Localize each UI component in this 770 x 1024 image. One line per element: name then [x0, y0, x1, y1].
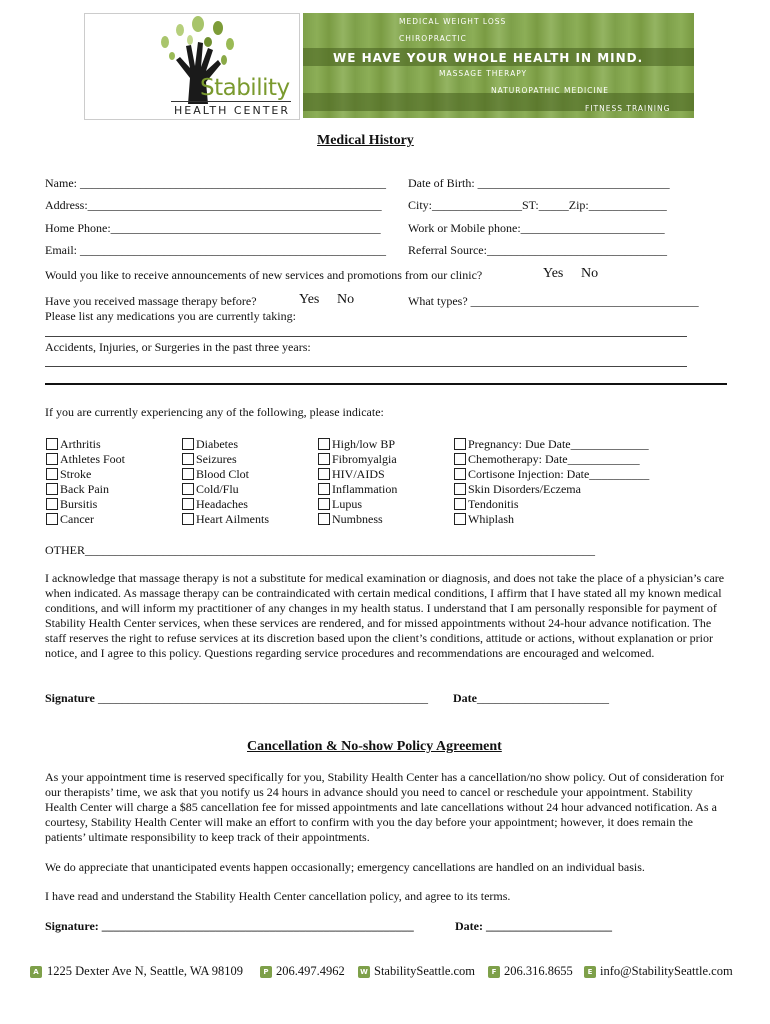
condition-checkbox[interactable] — [454, 498, 466, 510]
condition-label: Chemotherapy: Date____________ — [468, 452, 640, 466]
condition-checkbox[interactable] — [454, 468, 466, 480]
massage-no-option[interactable]: No — [337, 292, 355, 307]
banner-item: NATUROPATHIC MEDICINE — [491, 86, 609, 95]
phone-icon: P — [260, 966, 272, 978]
condition-label: Lupus — [332, 497, 362, 511]
date-label: Date — [453, 691, 477, 705]
accidents-label: Accidents, Injuries, or Surgeries in the past three years: — [45, 340, 311, 354]
city-state-zip-field[interactable]: City:_______________ST:_____Zip:_____________ — [408, 198, 667, 212]
cancellation-paragraph-2: We do appreciate that unanticipated events happen occasionally; emergency cancellations are handled on an individual basis. — [45, 860, 645, 874]
condition-checkbox[interactable] — [318, 483, 330, 495]
acknowledgement-paragraph: I acknowledge that massage therapy is not a substitute for medical examination or diagnosis, and does not take the place of a physician’s care when indicated. As massage therapy can be contraindicated with certain medical conditions, I affirm that I have stated all my known medical conditions, and will inform my practitioner of any changes in my health status. I understand that I am personally responsible for payment of Stability Health Center services, when these services are rendered, and for missed appointments without 24-hour advance notification. The staff reserves the right to refuse services at its discretion based upon the client’s conditions, attitude or actions, without explanation or prior notice, and I agree to this policy. Questions regarding service procedures and recommendations are encouraged and welcomed. — [45, 571, 725, 660]
banner-item: MASSAGE THERAPY — [439, 69, 528, 78]
dob-field[interactable]: Date of Birth: ________________________________ — [408, 176, 670, 190]
condition-label: Cancer — [60, 512, 94, 526]
announce-no-option[interactable]: No — [581, 266, 599, 281]
condition-label: Arthritis — [60, 437, 101, 451]
condition-checkbox[interactable] — [318, 438, 330, 450]
condition-label: Heart Ailments — [196, 512, 269, 526]
fax-icon: F — [488, 966, 500, 978]
condition-checkbox[interactable] — [182, 498, 194, 510]
condition-label: Pregnancy: Due Date_____________ — [468, 437, 649, 451]
date-line[interactable]: ______________________ — [477, 691, 609, 705]
footer-email[interactable]: info@StabilitySeattle.com — [600, 964, 733, 978]
condition-label: Blood Clot — [196, 467, 250, 481]
signature-line[interactable]: _______________________________________________________ — [98, 691, 428, 705]
announcements-question: Would you like to receive announcements of new services and promotions from our clinic? — [45, 268, 483, 282]
condition-checkbox[interactable] — [318, 468, 330, 480]
condition-label: Inflammation — [332, 482, 398, 496]
condition-checkbox[interactable] — [454, 438, 466, 450]
footer-fax: 206.316.8655 — [504, 964, 573, 978]
condition-label: Back Pain — [60, 482, 109, 496]
condition-label: Skin Disorders/Eczema — [468, 482, 581, 496]
banner-item: MEDICAL WEIGHT LOSS — [399, 17, 507, 26]
condition-checkbox[interactable] — [46, 468, 58, 480]
condition-label: Cold/Flu — [196, 482, 239, 496]
cancellation-title: Cancellation & No-show Policy Agreement — [247, 739, 502, 754]
condition-label: Seizures — [196, 452, 237, 466]
what-types-field[interactable]: What types? ______________________________________ — [408, 294, 699, 308]
condition-checkbox[interactable] — [182, 468, 194, 480]
massage-yes-option[interactable]: Yes — [299, 292, 320, 307]
condition-checkbox[interactable] — [46, 498, 58, 510]
signature-field-2[interactable]: Signature: ____________________________________________________ — [45, 919, 414, 933]
condition-label: High/low BP — [332, 437, 396, 451]
cancellation-paragraph: As your appointment time is reserved specifically for you, Stability Health Center has a cancellation/no show policy. Out of consideration for our therapists’ time, we ask that you notify us 24 hours in advance should you need to cancel or reschedule your appointment. Stability Health Center will charge a $85 cancellation fee for missed appointments and late cancellations without 24 hour advanced notification. As a courtesy, Stability Health Center will make an effort to confirm with you the day before your appointment; however, it does remain the patients’ ultimate responsibility to keep track of their appointments. — [45, 770, 725, 844]
address-field[interactable]: Address:_________________________________________________ — [45, 198, 382, 212]
page-title: Medical History — [317, 133, 414, 148]
footer-address: 1225 Dexter Ave N, Seattle, WA 98109 — [47, 964, 244, 978]
condition-checkbox[interactable] — [318, 513, 330, 525]
referral-field[interactable]: Referral Source:______________________________ — [408, 243, 667, 257]
condition-label: Fibromyalgia — [332, 452, 397, 466]
condition-label: Athletes Foot — [60, 452, 125, 466]
condition-checkbox[interactable] — [454, 513, 466, 525]
condition-checkbox[interactable] — [182, 513, 194, 525]
conditions-intro: If you are currently experiencing any of the following, please indicate: — [45, 405, 384, 419]
condition-checkbox[interactable] — [46, 453, 58, 465]
date-field-2[interactable]: Date: _____________________ — [455, 919, 612, 933]
condition-checkbox[interactable] — [318, 453, 330, 465]
condition-checkbox[interactable] — [46, 483, 58, 495]
condition-checkbox[interactable] — [318, 498, 330, 510]
signature-label: Signature — [45, 691, 95, 705]
condition-label: Numbness — [332, 512, 383, 526]
massage-question: Have you received massage therapy before? — [45, 294, 257, 308]
other-field[interactable]: OTHER_____________________________________________________________________________________ — [45, 543, 595, 557]
condition-checkbox[interactable] — [182, 453, 194, 465]
footer-phone: 206.497.4962 — [276, 964, 345, 978]
condition-checkbox[interactable] — [182, 438, 194, 450]
banner-item: CHIROPRACTIC — [399, 34, 467, 43]
condition-checkbox[interactable] — [182, 483, 194, 495]
logo-divider — [171, 101, 291, 102]
email-icon: E — [584, 966, 596, 978]
condition-label: Tendonitis — [468, 497, 519, 511]
section-divider — [45, 383, 727, 385]
condition-label: Whiplash — [468, 512, 514, 526]
condition-label: HIV/AIDS — [332, 467, 385, 481]
condition-checkbox[interactable] — [454, 453, 466, 465]
work-phone-field[interactable]: Work or Mobile phone:________________________ — [408, 221, 665, 235]
footer-website[interactable]: StabilitySeattle.com — [374, 964, 476, 978]
condition-label: Stroke — [60, 467, 92, 481]
accidents-line[interactable] — [45, 366, 687, 367]
web-icon: W — [358, 966, 370, 978]
services-banner — [303, 13, 694, 118]
condition-label: Cortisone Injection: Date__________ — [468, 467, 650, 481]
agreement-statement: I have read and understand the Stability Health Center cancellation policy, and agree to its terms. — [45, 889, 511, 903]
logo-wordmark: Stability — [200, 75, 290, 101]
banner-item: FITNESS TRAINING — [585, 104, 671, 113]
footer — [30, 964, 750, 984]
condition-checkbox[interactable] — [46, 438, 58, 450]
condition-label: Headaches — [196, 497, 248, 511]
address-icon: A — [30, 966, 42, 978]
logo-subtitle: HEALTH CENTER — [174, 104, 291, 117]
condition-checkbox[interactable] — [46, 513, 58, 525]
name-field[interactable]: Name: ___________________________________________________ — [45, 176, 386, 190]
banner-tagline: WE HAVE YOUR WHOLE HEALTH IN MIND. — [333, 51, 644, 65]
email-field[interactable]: Email: ___________________________________________________ — [45, 243, 386, 257]
condition-label: Bursitis — [60, 497, 98, 511]
home-phone-field[interactable]: Home Phone:_____________________________________________ — [45, 221, 381, 235]
medications-line[interactable] — [45, 336, 687, 337]
medications-label: Please list any medications you are currently taking: — [45, 309, 296, 323]
announce-yes-option[interactable]: Yes — [543, 266, 564, 281]
condition-label: Diabetes — [196, 437, 238, 451]
condition-checkbox[interactable] — [454, 483, 466, 495]
